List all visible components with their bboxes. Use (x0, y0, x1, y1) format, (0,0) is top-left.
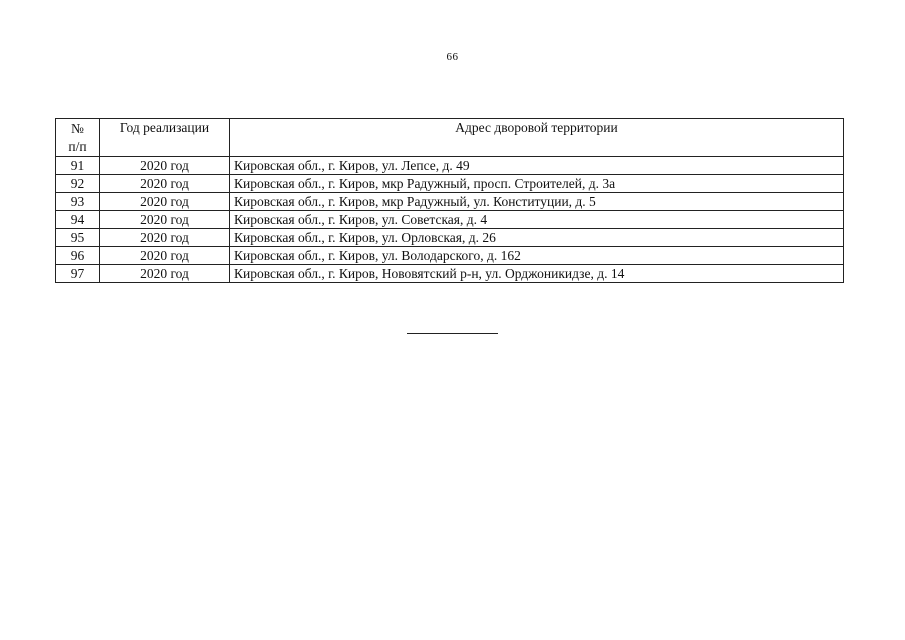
header-number-sign: № (71, 121, 84, 136)
row-number: 92 (56, 175, 100, 193)
table-row (56, 265, 844, 283)
header-number-abbr: п/п (68, 139, 87, 154)
header-address: Адрес дворовой территории (230, 119, 844, 157)
row-number: 91 (56, 157, 100, 175)
table-row (56, 175, 844, 193)
row-number: 94 (56, 211, 100, 229)
row-address: Кировская обл., г. Киров, ул. Орловская, д. 26 (230, 229, 844, 247)
table-row (56, 229, 844, 247)
row-address: Кировская обл., г. Киров, ул. Советская, д. 4 (230, 211, 844, 229)
header-row (56, 119, 844, 157)
end-of-document-rule (407, 333, 498, 334)
row-number: 97 (56, 265, 100, 283)
row-year: 2020 год (100, 247, 230, 265)
row-year: 2020 год (100, 265, 230, 283)
row-address: Кировская обл., г. Киров, мкр Радужный, ул. Конституции, д. 5 (230, 193, 844, 211)
header-year: Год реализации (100, 119, 230, 157)
row-year: 2020 год (100, 175, 230, 193)
row-year: 2020 год (100, 157, 230, 175)
table-row (56, 157, 844, 175)
row-address: Кировская обл., г. Киров, ул. Лепсе, д. 49 (230, 157, 844, 175)
row-number: 93 (56, 193, 100, 211)
row-address: Кировская обл., г. Киров, ул. Володарского, д. 162 (230, 247, 844, 265)
address-table (55, 118, 844, 283)
table-row (56, 247, 844, 265)
table-header (56, 119, 844, 157)
row-year: 2020 год (100, 193, 230, 211)
table-body (56, 157, 844, 283)
row-address: Кировская обл., г. Киров, Нововятский р-н, ул. Орджоникидзе, д. 14 (230, 265, 844, 283)
row-number: 95 (56, 229, 100, 247)
row-year: 2020 год (100, 229, 230, 247)
table-row (56, 211, 844, 229)
row-year: 2020 год (100, 211, 230, 229)
row-number: 96 (56, 247, 100, 265)
page-number: 66 (446, 51, 459, 63)
table-row (56, 193, 844, 211)
row-address: Кировская обл., г. Киров, мкр Радужный, просп. Строителей, д. 3а (230, 175, 844, 193)
header-number (56, 119, 100, 157)
